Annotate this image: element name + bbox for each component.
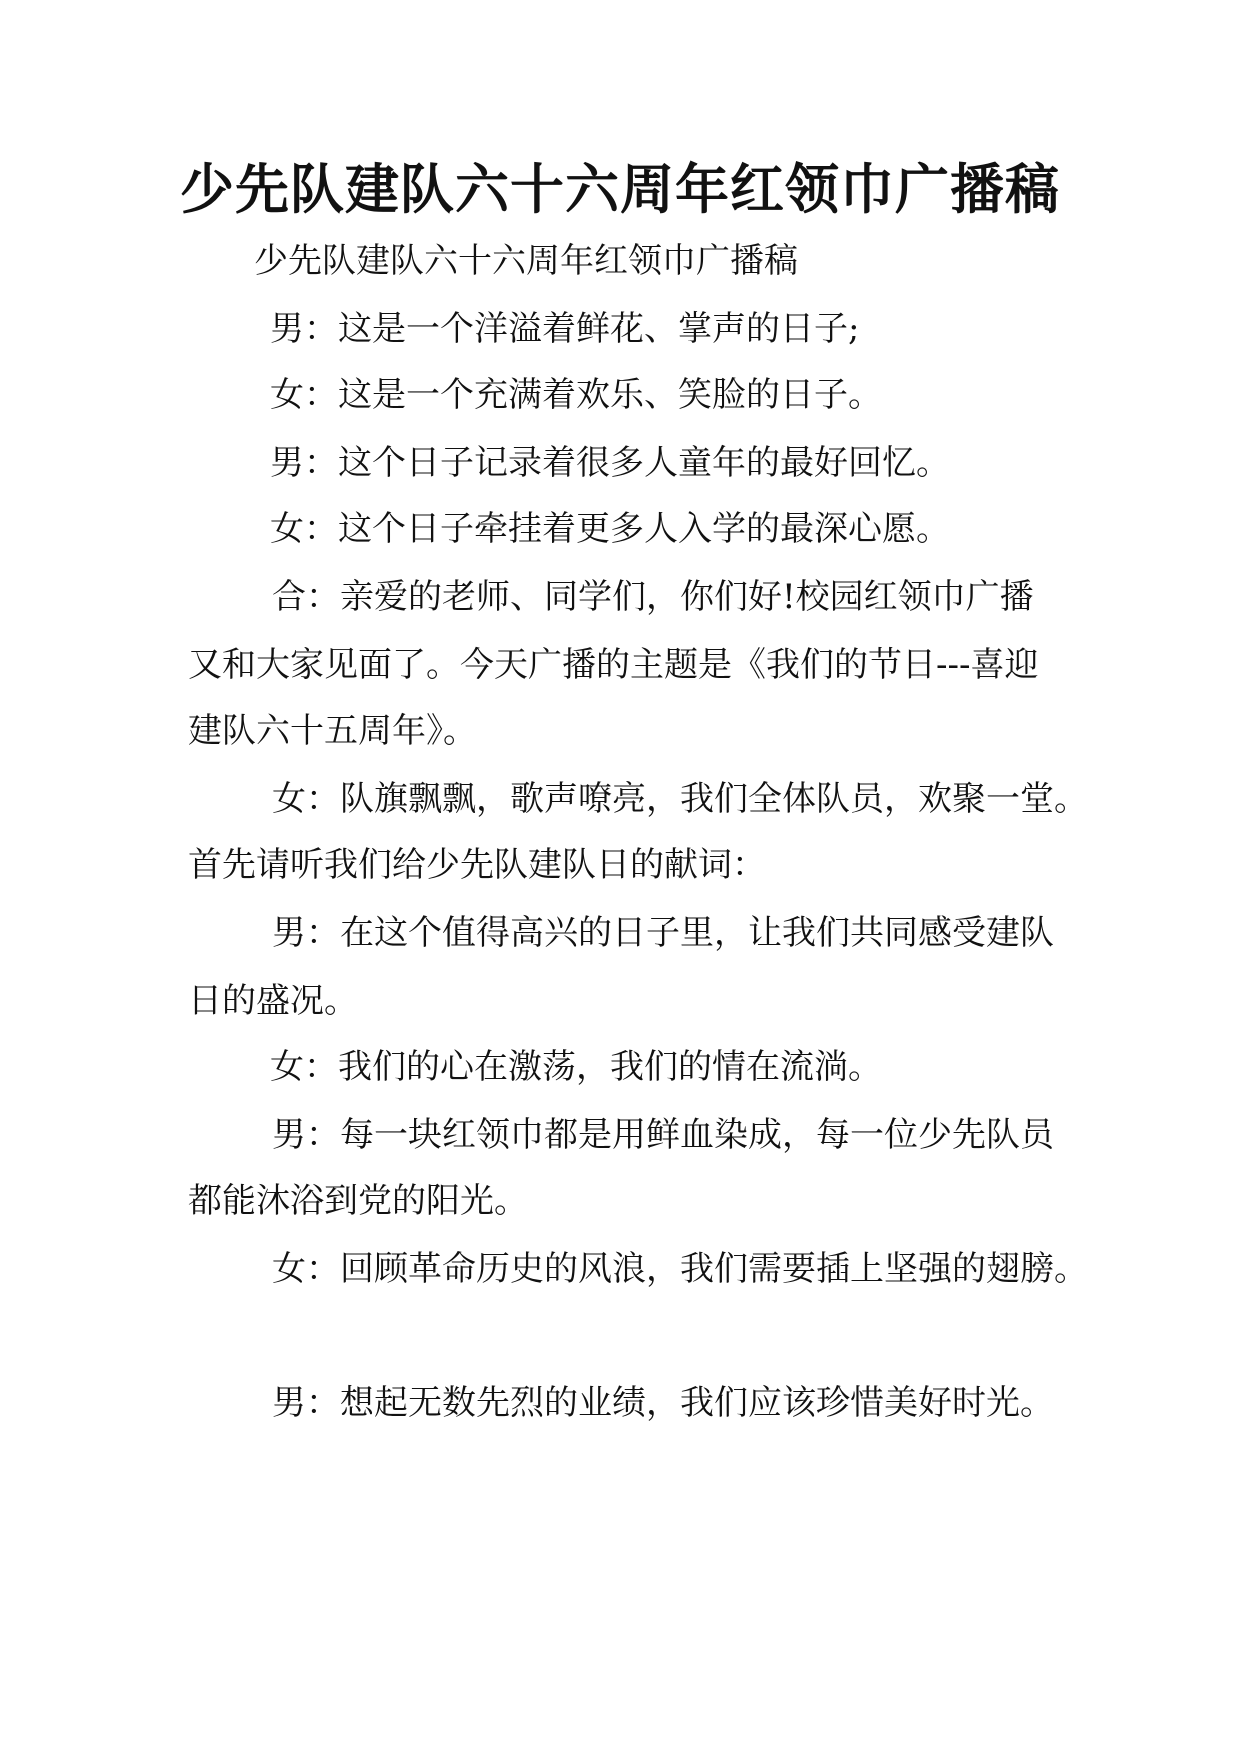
paragraph-line: 女：这个日子牵挂着更多人入学的最深心愿。 [270,509,950,549]
paragraph-line: 女：队旗飘飘，歌声嘹亮，我们全体队员，欢聚一堂。 [272,779,1088,819]
paragraph-line: 首先请听我们给少先队建队日的献词： [188,845,766,885]
paragraph-line: 又和大家见面了。今天广播的主题是《我们的节日---喜迎 [188,645,1039,685]
page-title: 少先队建队六十六周年红领巾广播稿 [180,157,1060,221]
paragraph-line: 男：这是一个洋溢着鲜花、掌声的日子; [270,309,860,349]
paragraph-line: 男：这个日子记录着很多人童年的最好回忆。 [270,443,950,483]
paragraph-line: 女：回顾革命历史的风浪，我们需要插上坚强的翅膀。 [272,1249,1088,1289]
paragraph-line: 建队六十五周年》。 [188,711,477,751]
paragraph-line: 男：想起无数先烈的业绩，我们应该珍惜美好时光。 [272,1383,1054,1423]
paragraph-line: 都能沐浴到党的阳光。 [188,1181,528,1221]
paragraph-line: 男：每一块红领巾都是用鲜血染成，每一位少先队员 [272,1115,1054,1155]
paragraph-line: 少先队建队六十六周年红领巾广播稿 [254,241,798,281]
paragraph-line: 男：在这个值得高兴的日子里，让我们共同感受建队 [272,913,1054,953]
paragraph-line: 女：我们的心在激荡，我们的情在流淌。 [270,1047,882,1087]
paragraph-line: 合：亲爱的老师、同学们，你们好!校园红领巾广播 [272,577,1034,617]
paragraph-line: 日的盛况。 [188,981,358,1021]
paragraph-line: 女：这是一个充满着欢乐、笑脸的日子。 [270,375,882,415]
